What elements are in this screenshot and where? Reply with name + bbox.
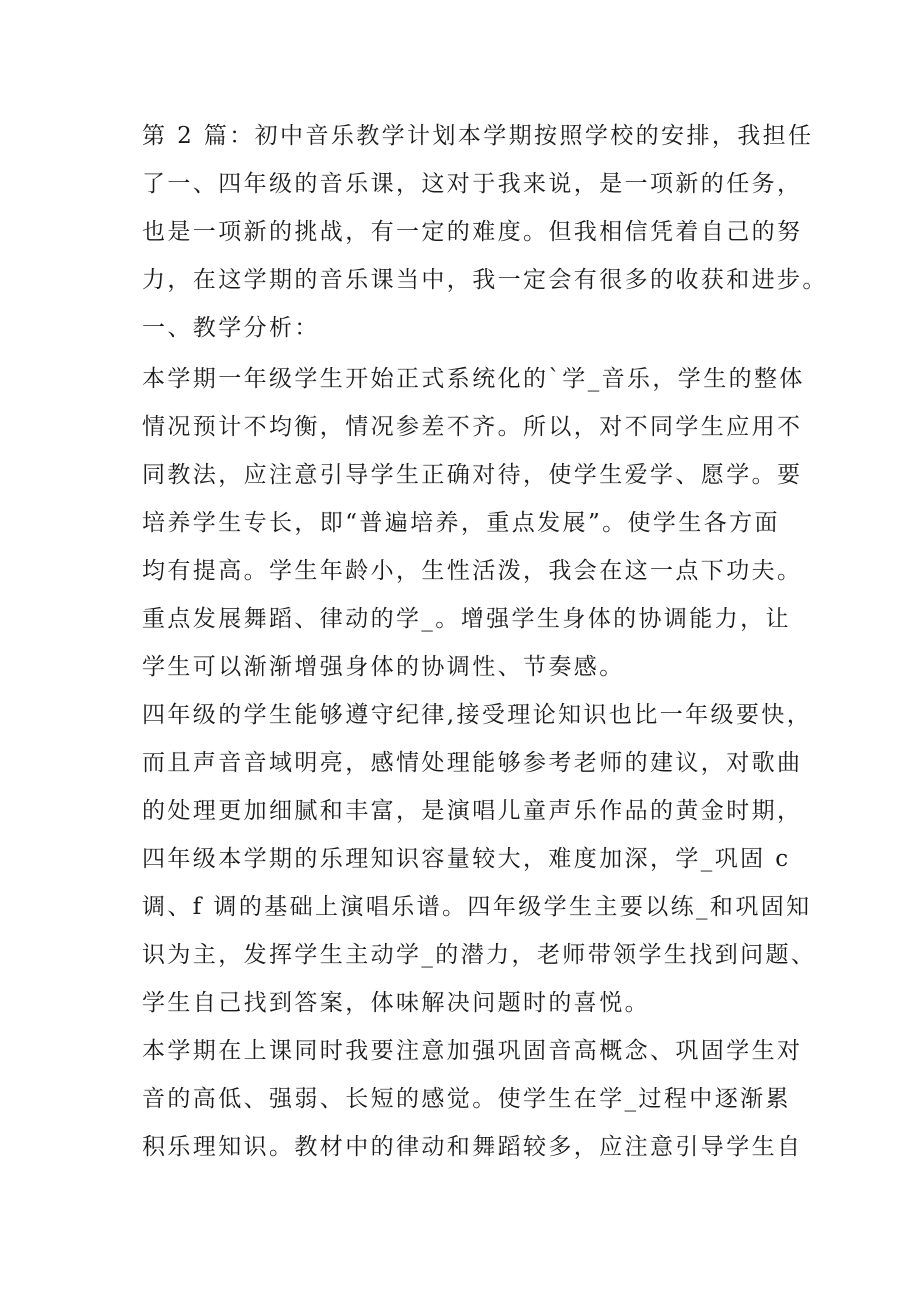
text-line: 四年级的学生能够遵守纪律,接受理论知识也比一年级要快，	[142, 702, 813, 728]
text-line: 音的高低、强弱、长短的感觉。使学生在学_过程中逐渐累	[142, 1086, 791, 1112]
text-line: 培养学生专长，即“普遍培养，重点发展”。使学生各方面	[142, 510, 780, 536]
text-line: 本学期一年级学生开始正式系统化的`学_音乐，学生的整体	[142, 366, 805, 392]
text-line: 本学期在上课同时我要注意加强巩固音高概念、巩固学生对	[142, 1038, 803, 1064]
text-line: 均有提高。学生年龄小，生性活泼，我会在这一点下功夫。	[142, 558, 803, 584]
text-line: 调、f 调的基础上演唱乐谱。四年级学生主要以练_和巩固知	[142, 894, 812, 920]
text-line: 学生自己找到答案，体味解决问题时的喜悦。	[142, 990, 650, 1016]
text-line: 积乐理知识。教材中的律动和舞蹈较多，应注意引导学生自	[142, 1134, 803, 1160]
text-line: 重点发展舞蹈、律动的学_。增强学生身体的协调能力，让	[142, 606, 791, 632]
text-line: 力，在这学期的音乐课当中，我一定会有很多的收获和进步。	[142, 267, 828, 293]
text-line: 了一、四年级的音乐课，这对于我来说，是一项新的任务，	[142, 171, 803, 197]
text-line: 第 2 篇：初中音乐教学计划本学期按照学校的安排，我担任	[142, 123, 814, 149]
text-line: 识为主，发挥学生主动学_的潜力，老师带领学生找到问题、	[142, 942, 817, 968]
text-line: 四年级本学期的乐理知识容量较大，难度加深，学_巩固 c	[142, 846, 791, 872]
text-line: 的处理更加细腻和丰富，是演唱儿童声乐作品的黄金时期，	[142, 798, 803, 824]
text-line: 同教法，应注意引导学生正确对待，使学生爱学、愿学。要	[142, 462, 803, 488]
section-heading: 一、教学分析：	[142, 315, 320, 341]
text-line: 而且声音音域明亮，感情处理能够参考老师的建议，对歌曲	[142, 750, 803, 776]
text-line: 学生可以渐渐增强身体的协调性、节奏感。	[142, 654, 625, 680]
text-line: 也是一项新的挑战，有一定的难度。但我相信凭着自己的努	[142, 219, 803, 245]
text-line: 情况预计不均衡，情况参差不齐。所以，对不同学生应用不	[142, 414, 803, 440]
